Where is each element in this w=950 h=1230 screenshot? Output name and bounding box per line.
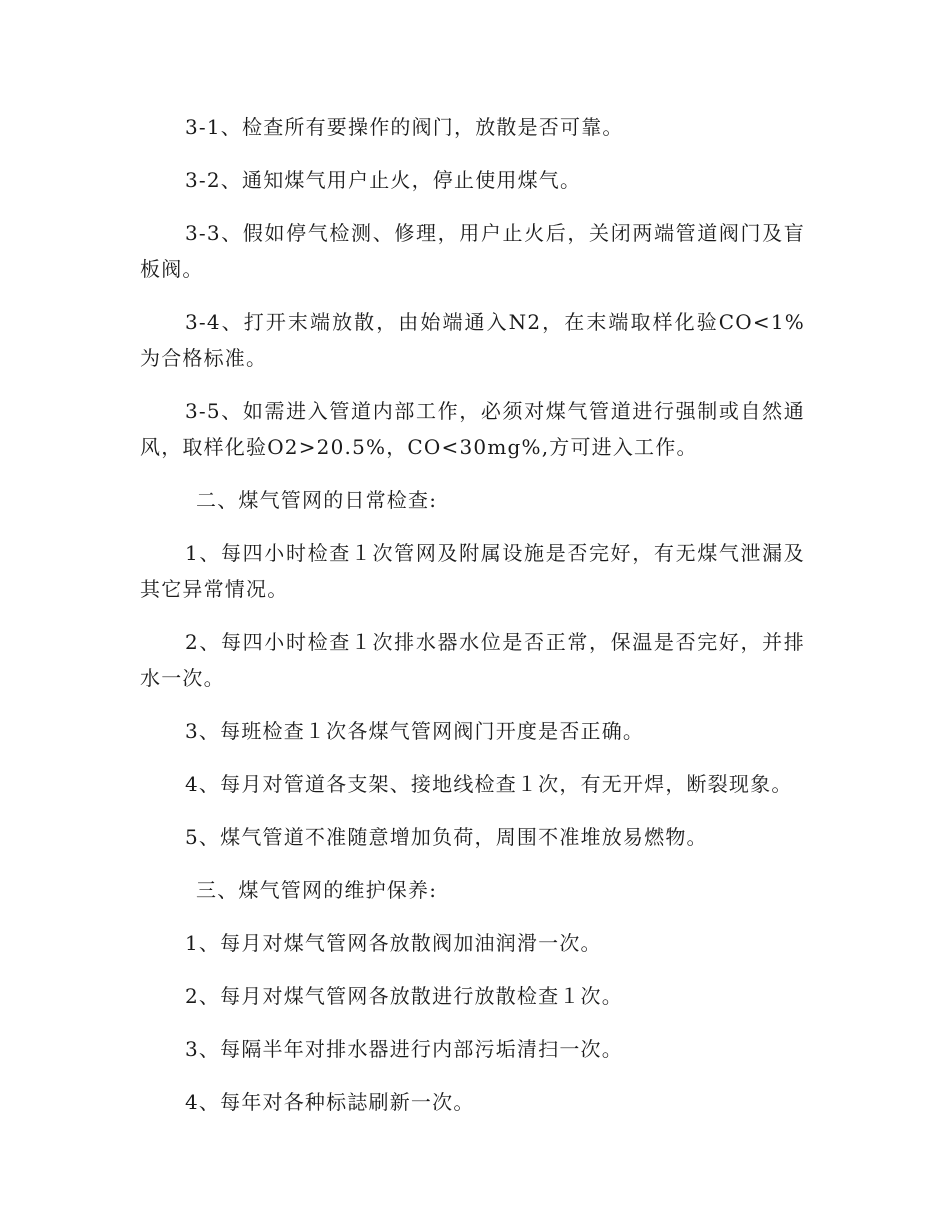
maintenance-heading: 三、煤气管网的维护保养: (196, 878, 438, 902)
maintenance-item-4: 4、每年对各种标誌刷新一次。 (185, 1090, 475, 1114)
step-3-2: 3-2、通知煤气用户止火，停止使用煤气。 (185, 168, 582, 192)
daily-item-3: 3、每班检查１次各煤气管网阀门开度是否正确。 (185, 719, 645, 743)
step-3-5: 3-5、如需进入管道内部工作，必须对煤气管道进行强制或自然通风，取样化验O2>20.5%，CO<30mg%,方可进入工作。 (140, 399, 805, 459)
daily-item-4: 4、每月对管道各支架、接地线检查１次，有无开焊，断裂现象。 (185, 772, 793, 796)
maintenance-item-2: 2、每月对煤气管网各放散进行放散检查１次。 (185, 984, 623, 1008)
daily-item-2: 2、每四小时检查１次排水器水位是否正常，保温是否完好，并排水一次。 (140, 630, 805, 690)
step-3-4: 3-4、打开末端放散，由始端通入N2，在末端取样化验CO<1%为合格标准。 (140, 310, 805, 370)
maintenance-item-1: 1、每月对煤气管网各放散阀加油润滑一次。 (185, 931, 602, 955)
daily-item-1: 1、每四小时检查１次管网及附属设施是否完好，有无煤气泄漏及其它异常情况。 (140, 541, 805, 601)
daily-inspection-heading: 二、煤气管网的日常检查: (196, 488, 438, 512)
step-3-1: 3-1、检查所有要操作的阀门，放散是否可靠。 (185, 115, 624, 139)
maintenance-item-3: 3、每隔半年对排水器进行内部污垢清扫一次。 (185, 1037, 623, 1061)
daily-item-5: 5、煤气管道不准随意增加负荷，周围不准堆放易燃物。 (185, 825, 708, 849)
step-3-3: 3-3、假如停气检测、修理，用户止火后，关闭两端管道阀门及盲板阀。 (140, 221, 805, 281)
document-body (140, 109, 805, 1137)
